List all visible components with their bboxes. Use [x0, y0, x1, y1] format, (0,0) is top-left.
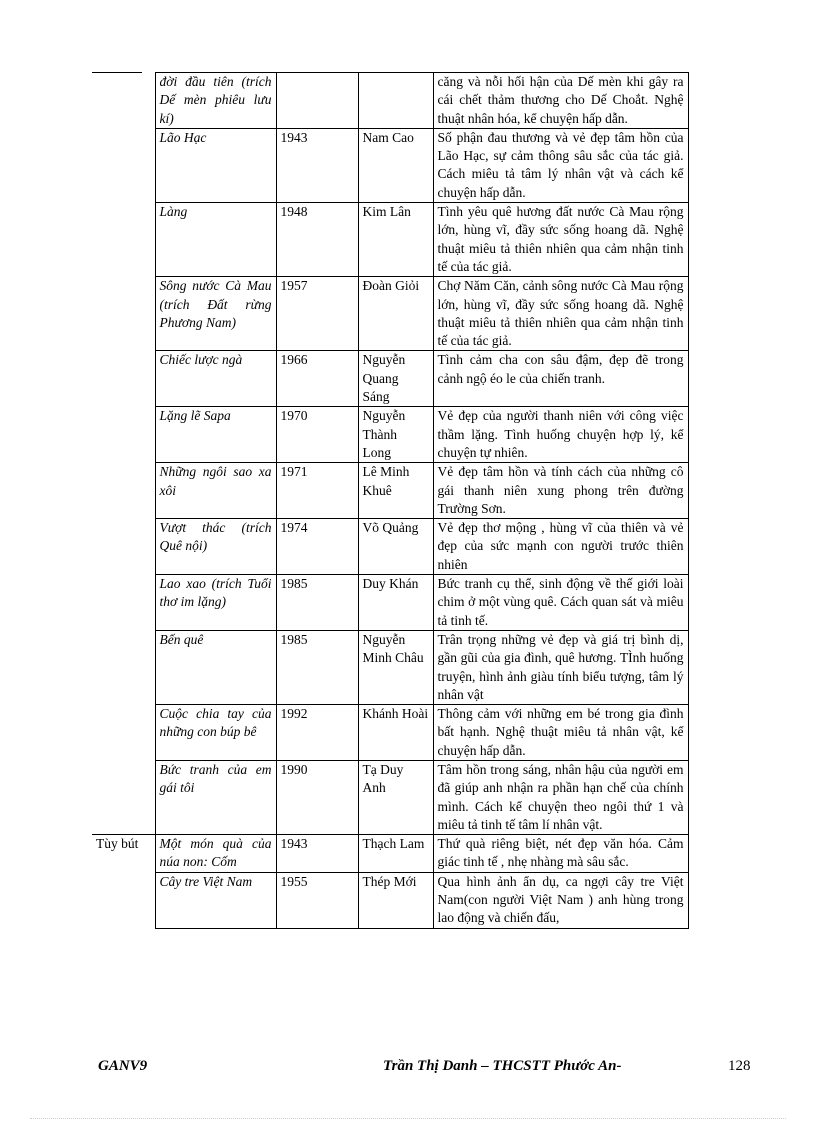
work-summary: căng và nỗi hối hận của Dế mèn khi gây ra cái chết thảm thương cho Dế Choắt. Nghệ thuật nhân hóa, kể chuyện hấp dẫn. — [433, 73, 688, 129]
work-title: Lao xao (trích Tuổi thơ im lặng) — [155, 575, 276, 631]
work-summary: Qua hình ảnh ẩn dụ, ca ngợi cây tre Việt Nam(con người Việt Nam ) anh hùng trong lao động và chiến đấu, — [433, 872, 688, 928]
table-row — [92, 835, 688, 873]
work-summary: Thứ quà riêng biệt, nét đẹp văn hóa. Cảm giác tinh tế , nhẹ nhàng mà sâu sắc. — [433, 835, 688, 873]
work-year: 1948 — [276, 203, 358, 277]
work-title: Những ngôi sao xa xôi — [155, 463, 276, 519]
work-year: 1943 — [276, 835, 358, 873]
table-row — [92, 463, 688, 519]
page-bottom-dotted-rule — [30, 1118, 786, 1119]
work-summary: Số phận đau thương và vẻ đẹp tâm hồn của Lão Hạc, sự cảm thông sâu sắc của tác giả. Cách miêu tả tâm lý nhân vật và cách kể chuyện hấp dẫn. — [433, 128, 688, 202]
genre-cell — [92, 760, 155, 834]
work-author: Nguyễn Thành Long — [358, 407, 433, 463]
work-title: Một món quà của núa non: Cốm — [155, 835, 276, 873]
story-rows — [92, 73, 688, 835]
genre-cell — [92, 277, 155, 351]
genre-cell — [92, 630, 155, 704]
table-row — [92, 705, 688, 761]
work-title: Chiếc lược ngà — [155, 351, 276, 407]
work-summary: Vẻ đẹp tâm hồn và tính cách của những cô gái thanh niên xung phong trên đường Trường Sơn. — [433, 463, 688, 519]
genre-label: Tùy bút — [92, 835, 155, 928]
genre-cell — [92, 705, 155, 761]
work-title: Lão Hạc — [155, 128, 276, 202]
literature-table — [92, 72, 689, 929]
work-year: 1985 — [276, 630, 358, 704]
work-year: 1971 — [276, 463, 358, 519]
table-row — [92, 73, 688, 129]
work-title: đời đầu tiên (trích Dế mèn phiêu lưu kí) — [155, 73, 276, 129]
table-row — [92, 872, 688, 928]
work-author: Duy Khán — [358, 575, 433, 631]
table-row — [92, 760, 688, 834]
work-author: Thép Mới — [358, 872, 433, 928]
work-author: Võ Quảng — [358, 519, 433, 575]
table-row — [92, 630, 688, 704]
footer-author-school: Trần Thị Danh – THCSTT Phước An- — [383, 1058, 622, 1074]
table-row — [92, 277, 688, 351]
table-row — [92, 519, 688, 575]
genre-cell — [92, 203, 155, 277]
table-row — [92, 351, 688, 407]
work-author: Tạ Duy Anh — [358, 760, 433, 834]
work-title: Bức tranh của em gái tôi — [155, 760, 276, 834]
footer-left-code: GANV9 — [98, 1058, 148, 1074]
work-year: 1955 — [276, 872, 358, 928]
genre-cell — [92, 519, 155, 575]
page-number: 128 — [728, 1058, 751, 1074]
work-author: Nguyễn Quang Sáng — [358, 351, 433, 407]
genre-cell — [92, 73, 155, 129]
table-row — [92, 203, 688, 277]
work-title: Bến quê — [155, 630, 276, 704]
essay-rows — [92, 835, 688, 928]
work-author: Nam Cao — [358, 128, 433, 202]
work-title: Vượt thác (trích Quê nội) — [155, 519, 276, 575]
work-author: Đoàn Giỏi — [358, 277, 433, 351]
genre-cell — [92, 463, 155, 519]
table-row — [92, 575, 688, 631]
work-summary: Vẻ đẹp thơ mộng , hùng vĩ của thiên và vẻ đẹp của sức mạnh con người trước thiên nhiên — [433, 519, 688, 575]
work-title: Cây tre Việt Nam — [155, 872, 276, 928]
genre-cell — [92, 128, 155, 202]
work-summary: Trân trọng những vẻ đẹp và giá trị bình dị, gần gũi của gia đình, quê hương. TÌnh huống truyện, hình ảnh giàu tính biểu tượng, tâm lý nhân vật — [433, 630, 688, 704]
genre-cell — [92, 407, 155, 463]
work-summary: Vẻ đẹp của người thanh niên với công việc thầm lặng. Tình huống chuyện hợp lý, kể chuyện tự nhiên. — [433, 407, 688, 463]
genre-cell — [92, 351, 155, 407]
work-year: 1990 — [276, 760, 358, 834]
work-title: Cuộc chia tay của những con búp bê — [155, 705, 276, 761]
work-year: 1985 — [276, 575, 358, 631]
work-year: 1957 — [276, 277, 358, 351]
work-author: Khánh Hoài — [358, 705, 433, 761]
work-year: 1992 — [276, 705, 358, 761]
work-author: Nguyễn Minh Châu — [358, 630, 433, 704]
work-title: Làng — [155, 203, 276, 277]
work-year: 1966 — [276, 351, 358, 407]
work-author — [358, 73, 433, 129]
table-row — [92, 407, 688, 463]
work-title: Sông nước Cà Mau (trích Đất rừng Phương Nam) — [155, 277, 276, 351]
work-summary: Bức tranh cụ thể, sinh động về thế giới loài chim ở một vùng quê. Cách quan sát và miêu tả tinh tế. — [433, 575, 688, 631]
work-summary: Chợ Năm Căn, cảnh sông nước Cà Mau rộng lớn, hùng vĩ, đầy sức sống hoang dã. Nghệ thuật miêu tả thiên nhiên qua cảm nhận tinh tế của tác giả. — [433, 277, 688, 351]
work-title: Lặng lẽ Sapa — [155, 407, 276, 463]
work-year — [276, 73, 358, 129]
work-year: 1974 — [276, 519, 358, 575]
genre-cell — [92, 575, 155, 631]
work-year: 1943 — [276, 128, 358, 202]
work-year: 1970 — [276, 407, 358, 463]
table-row — [92, 128, 688, 202]
work-author: Kim Lân — [358, 203, 433, 277]
work-summary: Tâm hồn trong sáng, nhân hậu của người em đã giúp anh nhận ra phần hạn chế của chính mình. Cách kể chuyện theo ngôi thứ 1 và miêu tả tinh tế tâm lí nhân vật. — [433, 760, 688, 834]
work-summary: Tình yêu quê hương đất nước Cà Mau rộng lớn, hùng vĩ, đầy sức sống hoang dã. Nghệ thuật miêu tả thiên nhiên qua cảm nhận tinh tế của tác giả. — [433, 203, 688, 277]
work-author: Lê Minh Khuê — [358, 463, 433, 519]
work-summary: Thông cảm với những em bé trong gia đình bất hạnh. Nghệ thuật miêu tả nhân vật, kể chuyện hấp dẫn. — [433, 705, 688, 761]
work-summary: Tình cảm cha con sâu đậm, đẹp đẽ trong cảnh ngộ éo le của chiến tranh. — [433, 351, 688, 407]
work-author: Thạch Lam — [358, 835, 433, 873]
